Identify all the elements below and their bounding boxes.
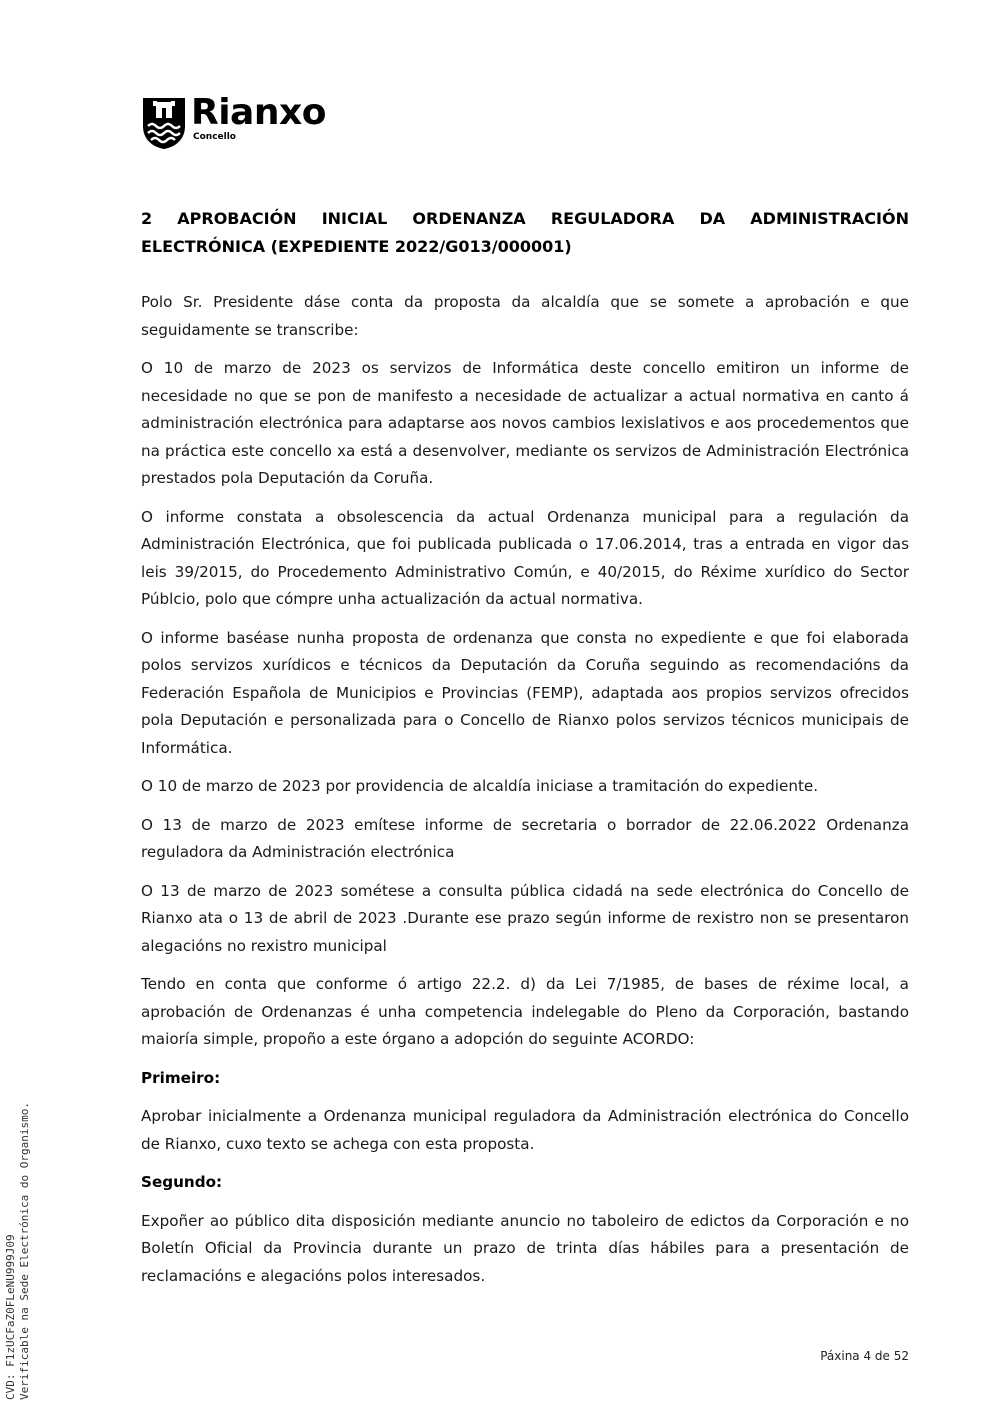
paragraph: O 13 de marzo de 2023 emítese informe de secretaria o borrador de 22.06.2022 Ordenanza reguladora da Administración electrónica bbox=[141, 815, 909, 861]
section-heading-primeiro: Primeiro: bbox=[141, 1068, 221, 1087]
paragraph: Polo Sr. Presidente dáse conta da proposta da alcaldía que se somete a aprobación e que seguidamente se transcribe: bbox=[141, 293, 909, 339]
paragraph: O 13 de marzo de 2023 sométese a consulta pública cidadá na sede electrónica do Concello de Rianxo ata o 13 de abril de 2023 .Durante ese prazo según informe de rexistro non se presentaron alegacións no rexistro municipal bbox=[141, 881, 909, 955]
verification-side-note bbox=[4, 1020, 32, 1400]
page-number: Páxina 4 de 52 bbox=[820, 1349, 909, 1363]
paragraph: Tendo en conta que conforme ó artigo 22.2. d) da Lei 7/1985, de bases de réxime local, a aprobación de Ordenanzas é unha competencia indelegable do Pleno da Corporación, bastando maioría simple, propoño a este órgano a adopción do seguinte ACORDO: bbox=[141, 975, 909, 1048]
paragraph: O 10 de marzo de 2023 os servizos de Informática deste concello emitiron un informe de necesidade no que se pon de manifesto a necesidade de actualizar a actual normativa en canto á administración electrónica para adaptarse aos novos cambios lexislativos e aos procedementos que na práctica este concello xa está a desenvolver, mediante os servizos de Administración Electrónica prestados pola Deputación da Coruña. bbox=[141, 359, 909, 487]
paragraph: O informe baséase nunha proposta de ordenanza que consta no expediente e que foi elaborada polos servizos xurídicos e técnicos da Deputación da Coruña seguindo as recomendacións da Federación Española de Municipios e Provincias (FEMP), adaptada aos propios servizos ofrecidos pola Deputación e personalizada para o Concello de Rianxo polos servizos técnicos municipais de Informática. bbox=[141, 628, 909, 757]
logo-subtitle: Concello bbox=[193, 132, 236, 142]
paragraph: O 10 de marzo de 2023 por providencia de alcaldía iniciase a tramitación do expediente. bbox=[141, 777, 819, 795]
document-title: 2 APROBACIÓN INICIAL ORDENANZA REGULADORA DA ADMINISTRACIÓN ELECTRÓNICA (EXPEDIENTE 2022/G013/000001) bbox=[141, 209, 909, 256]
section-text-segundo: Expoñer ao público dita disposición mediante anuncio no taboleiro de edictos da Corporación e no Boletín Oficial da Provincia durante un prazo de trinta días hábiles para a presentación de reclamacións e alegacións polos interesados. bbox=[141, 1211, 909, 1285]
cvd-code: CVD: F1zUCFaZ0FLeNU999J09 bbox=[4, 1234, 17, 1400]
document-body bbox=[141, 289, 909, 1301]
logo-name: Rianxo bbox=[191, 92, 326, 133]
rianxo-shield-icon bbox=[141, 96, 187, 150]
section-heading-segundo: Segundo: bbox=[141, 1173, 223, 1191]
paragraph: O informe constata a obsolescencia da actual Ordenanza municipal para a regulación da Administración Electrónica, que foi publicada publicada o 17.06.2014, tras a entrada en vigor das leis 39/2015, do Procedemento Administrativo Común, e 40/2015, do Réxime xurídico do Sector Públcio, polo que cómpre unha actualización da actual normativa. bbox=[141, 507, 909, 608]
section-text-primeiro: Aprobar inicialmente a Ordenanza municipal reguladora da Administración electrónica do Concello de Rianxo, cuxo texto se achega con esta proposta. bbox=[141, 1107, 909, 1153]
concello-logo bbox=[141, 92, 351, 152]
verifiable-note: Verificable na Sede Electrónica do Organismo. bbox=[18, 1101, 31, 1400]
